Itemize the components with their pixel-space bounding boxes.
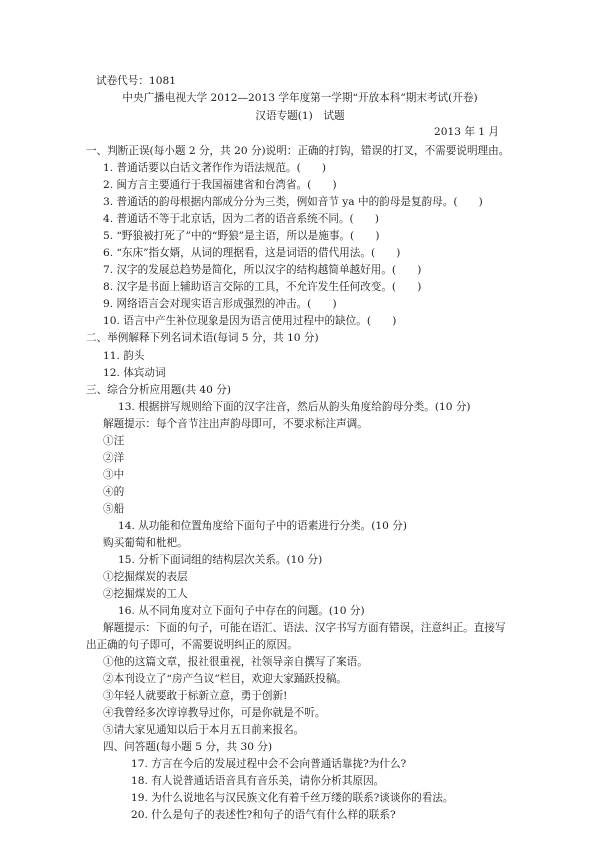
section2-heading: 二、举例解释下列名词术语(每词 5 分，共 10 分) [86,332,319,344]
judgment-item: 2. 闽方言主要通行于我国福建省和台湾省。( ) [103,179,337,191]
exam-date: 2013 年 1 月 [434,126,499,138]
judgment-item: 8. 汉字是书面上辅助语言交际的工具，不允许发生任何改变。( ) [103,281,422,293]
q13-char: ③中 [103,469,125,481]
paper-code: 试卷代号：1081 [96,75,176,87]
section3-heading: 三、综合分析应用题(共 40 分) [86,384,232,396]
qa-item: 20. 什么是句子的表述性?和句子的语气有什么样的联系? [131,809,396,821]
q16-item: ④我曾经多次谆谆教导过你，可是你就是不听。 [103,707,326,719]
question-13: 13. 根据拼写规则给下面的汉字注音，然后从韵头角度给韵母分类。(10 分) [118,401,471,413]
judgment-item: 6. “东床”指女婿，从词的理据看，这是词语的借代用法。( ) [103,247,401,259]
qa-item: 19. 为什么说地名与汉民族文化有着千丝万缕的联系?谈谈你的看法。 [131,792,454,804]
q16-item: ⑤请大家见通知以后于本月五日前来报名。 [103,724,305,736]
judgment-item: 3. 普通话的韵母根据内部成分分为三类，例如音节 ya 中的韵母是复韵母。( ) [103,196,483,208]
q13-char: ⑤船 [103,503,125,515]
judgment-item: 9. 网络语言会对现实语言形成强烈的冲击。( ) [103,298,337,310]
section1-heading: 一、判断正误(每小题 2 分，共 20 分)说明：正确的打钩，错误的打叉，不需要说明理由。 [86,145,510,157]
question-14: 14. 从功能和位置角度给下面句子中的语素进行分类。(10 分) [118,520,407,532]
section4-heading: 四、问答题(每小题 5 分，共 30 分) [103,741,273,753]
q16-item: ①他的这篇文章，报社很重视，社领导亲自撰写了案语。 [103,656,368,668]
q16-item: ③年轻人就要敢于标新立意，勇于创新! [103,690,288,702]
q13-hint: 解题提示：每个音节注出声韵母即可，不要求标注声调。 [103,418,368,430]
q15-item: ②挖掘煤炭的工人 [103,588,188,600]
q13-char: ②洋 [103,452,125,464]
term-item: 12. 体宾动词 [103,367,166,379]
q13-char: ④的 [103,486,125,498]
q16-item: ②本刊设立了“房产刍议”栏目，欢迎大家踊跃投稿。 [103,673,347,685]
judgment-item: 10. 语言中产生补位现象是因为语言使用过程中的缺位。( ) [103,315,397,327]
judgment-item: 5. “野狼被打死了”中的“野狼”是主语，所以是施事。( ) [103,230,380,242]
exam-subtitle: 汉语专题(1) 试题 [255,110,345,122]
q16-hint: 出正确的句子即可，不需要说明纠正的原因。 [86,639,298,651]
qa-item: 18. 有人说普通话语音具有音乐美，请你分析其原因。 [131,775,385,787]
judgment-item: 1. 普通话要以白话文著作作为语法规范。( ) [103,162,327,174]
q13-char: ①汪 [103,435,125,447]
q16-hint: 解题提示：下面的句子，可能在语汇、语法、汉字书写方面有错误，注意纠正。直接写 [103,622,506,634]
q15-item: ①挖掘煤炭的表层 [103,571,188,583]
question-15: 15. 分析下面词组的结构层次关系。(10 分) [118,554,323,566]
qa-item: 17. 方言在今后的发展过程中会不会向普通话靠拢?为什么? [131,758,407,770]
q14-sentence: 购买葡萄和枇杷。 [103,537,188,549]
judgment-item: 4. 普通话不等于北京话，因为二者的语音系统不同。( ) [103,213,379,225]
exam-title: 中央广播电视大学 2012—2013 学年度第一学期“开放本科”期末考试(开卷) [122,92,478,104]
judgment-item: 7. 汉字的发展总趋势是简化，所以汉字的结构越简单越好用。( ) [103,264,422,276]
term-item: 11. 韵头 [103,350,145,362]
question-16: 16. 从不同角度对立下面句子中存在的问题。(10 分) [118,605,365,617]
